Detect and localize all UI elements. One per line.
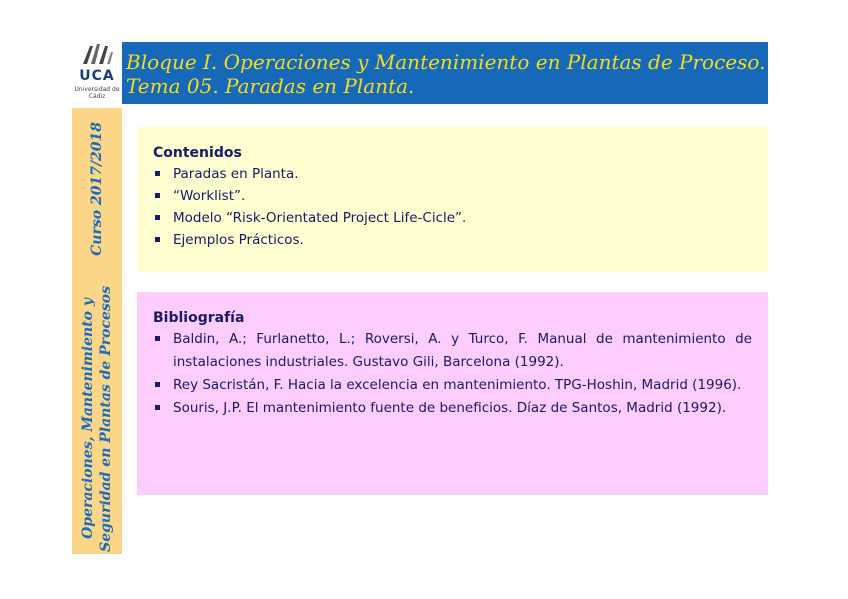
university-logo	[72, 42, 122, 104]
header-line-2: Tema 05. Paradas en Planta.	[126, 74, 415, 98]
subject-line-1: Operaciones, Mantenimiento y	[80, 298, 96, 540]
bibliography-box	[137, 292, 768, 495]
list-item: Rey Sacristán, F. Hacia la excelencia en mantenimiento. TPG-Hoshin, Madrid (1996).	[153, 374, 752, 397]
list-item: Paradas en Planta.	[153, 163, 752, 185]
sidebar	[72, 108, 122, 554]
contents-box	[137, 127, 768, 272]
uca-emblem-icon	[80, 42, 114, 68]
list-item: Souris, J.P. El mantenimiento fuente de beneficios. Díaz de Santos, Madrid (1992).	[153, 397, 752, 420]
header-line-1: Bloque I. Operaciones y Mantenimiento en Plantas de Proceso.	[126, 50, 766, 74]
list-item: Baldin, A.; Furlanetto, L.; Roversi, A. y Turco, F. Manual de mantenimiento de instalaciones industriales. Gustavo Gili, Barcelona (1992).	[153, 328, 752, 374]
subject-line-2: Seguridad en Plantas de Procesos	[98, 286, 114, 552]
sidebar-subject-wrap	[72, 288, 122, 550]
contents-list	[153, 163, 752, 251]
slide-header	[122, 42, 768, 104]
course-label: Curso 2017/2018	[89, 122, 105, 256]
logo-acronym: UCA	[79, 68, 115, 84]
list-item: Ejemplos Prácticos.	[153, 229, 752, 251]
bibliography-list	[153, 328, 752, 420]
list-item: “Worklist”.	[153, 185, 752, 207]
list-item: Modelo “Risk-Orientated Project Life-Cicle”.	[153, 207, 752, 229]
subject-label	[79, 286, 115, 552]
logo-subtitle: Universidad de Cádiz	[74, 86, 120, 100]
sidebar-course-wrap	[72, 114, 122, 264]
contents-title: Contenidos	[153, 145, 242, 161]
bibliography-title: Bibliografía	[153, 310, 245, 326]
